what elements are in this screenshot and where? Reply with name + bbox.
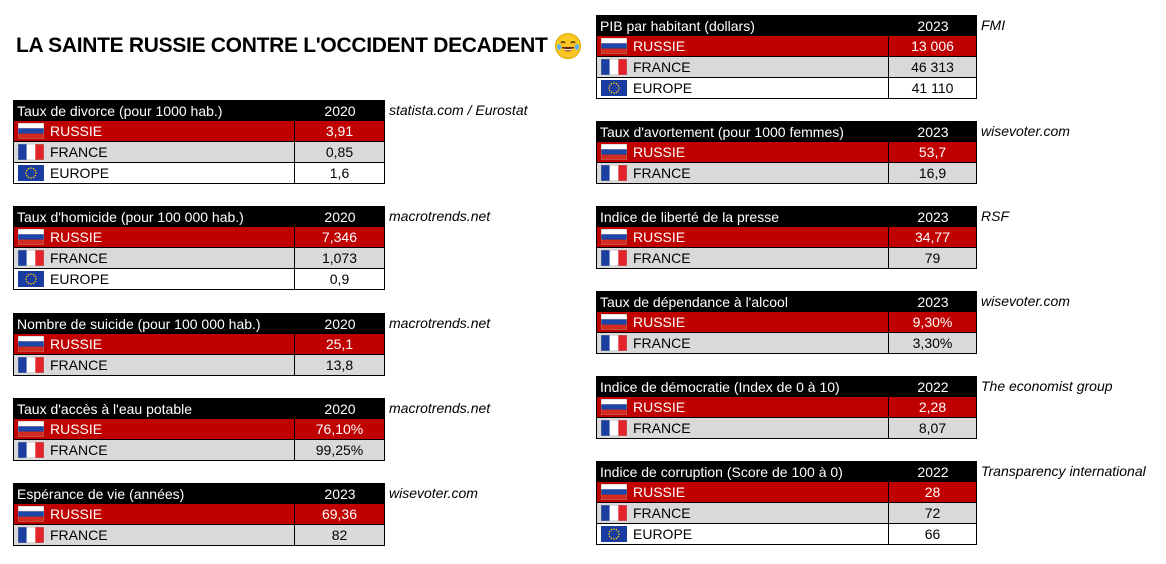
table-label: Taux d'homicide (pour 100 000 hab.) <box>17 208 244 225</box>
table-row <box>13 163 385 184</box>
table-row <box>596 163 977 184</box>
table-label: Indice de liberté de la presse <box>600 208 779 225</box>
table-row <box>13 504 385 525</box>
stat-table <box>596 461 977 545</box>
country-cell <box>13 142 295 163</box>
country-cell <box>13 227 295 248</box>
table-year: 2020 <box>324 400 356 417</box>
country-cell <box>596 163 889 184</box>
country-cell <box>13 525 295 546</box>
country-name: FRANCE <box>633 59 691 75</box>
country-name: RUSSIE <box>633 144 686 160</box>
country-name: RUSSIE <box>50 421 103 437</box>
country-cell <box>13 269 295 290</box>
country-cell <box>596 142 889 163</box>
table-row <box>13 121 385 142</box>
country-cell <box>596 248 889 269</box>
table-label: PIB par habitant (dollars) <box>600 17 755 34</box>
table-header <box>596 461 977 482</box>
country-name: EUROPE <box>50 271 110 287</box>
value-cell: 53,7 <box>889 142 977 163</box>
table-row <box>13 227 385 248</box>
page-title <box>16 32 582 60</box>
country-cell <box>596 482 889 503</box>
value-cell: 66 <box>889 524 977 545</box>
country-name: RUSSIE <box>633 38 686 54</box>
russia-flag-icon <box>601 484 627 500</box>
table-label: Taux de dépendance à l'alcool <box>600 293 788 310</box>
eu-flag-icon <box>18 165 44 181</box>
france-flag-icon <box>601 59 627 75</box>
table-header <box>13 483 385 504</box>
country-name: RUSSIE <box>50 229 103 245</box>
value-cell: 0,9 <box>295 269 385 290</box>
table-row <box>596 418 977 439</box>
value-cell: 82 <box>295 525 385 546</box>
table-header <box>13 313 385 334</box>
country-cell <box>596 227 889 248</box>
table-year: 2020 <box>324 102 356 119</box>
table-header <box>13 100 385 121</box>
country-cell <box>13 163 295 184</box>
eu-flag-icon <box>18 271 44 287</box>
country-cell <box>596 57 889 78</box>
country-name: EUROPE <box>633 80 693 96</box>
country-cell <box>596 397 889 418</box>
source-label: macrotrends.net <box>389 315 491 331</box>
france-flag-icon <box>18 442 44 458</box>
country-cell <box>596 36 889 57</box>
value-cell: 3,30% <box>889 333 977 354</box>
value-cell: 69,36 <box>295 504 385 525</box>
country-cell <box>596 312 889 333</box>
country-name: RUSSIE <box>633 314 686 330</box>
table-row <box>13 334 385 355</box>
country-cell <box>596 524 889 545</box>
value-cell: 13 006 <box>889 36 977 57</box>
stat-table <box>13 206 385 290</box>
eu-flag-icon <box>601 526 627 542</box>
country-name: FRANCE <box>50 144 108 160</box>
country-name: FRANCE <box>50 357 108 373</box>
table-header <box>596 291 977 312</box>
country-name: FRANCE <box>633 505 691 521</box>
table-label: Taux d'avortement (pour 1000 femmes) <box>600 123 844 140</box>
country-cell <box>596 78 889 99</box>
source-label: wisevoter.com <box>389 485 478 501</box>
france-flag-icon <box>601 250 627 266</box>
table-row <box>596 78 977 99</box>
country-cell <box>13 419 295 440</box>
table-row <box>596 482 977 503</box>
table-year: 2023 <box>917 17 949 34</box>
france-flag-icon <box>18 144 44 160</box>
table-row <box>596 333 977 354</box>
value-cell: 0,85 <box>295 142 385 163</box>
stat-table <box>13 398 385 461</box>
table-row <box>13 142 385 163</box>
france-flag-icon <box>18 250 44 266</box>
value-cell: 99,25% <box>295 440 385 461</box>
table-year: 2023 <box>917 208 949 225</box>
table-header <box>596 121 977 142</box>
value-cell: 72 <box>889 503 977 524</box>
table-row <box>596 57 977 78</box>
table-row <box>13 248 385 269</box>
stat-table <box>13 483 385 546</box>
country-name: FRANCE <box>50 527 108 543</box>
country-name: FRANCE <box>50 250 108 266</box>
country-cell <box>13 334 295 355</box>
table-row <box>596 312 977 333</box>
table-label: Taux d'accès à l'eau potable <box>17 400 193 417</box>
country-cell <box>596 503 889 524</box>
laughing-emoji-icon <box>554 32 582 60</box>
source-label: macrotrends.net <box>389 400 491 416</box>
russia-flag-icon <box>18 123 44 139</box>
value-cell: 25,1 <box>295 334 385 355</box>
value-cell: 28 <box>889 482 977 503</box>
value-cell: 1,6 <box>295 163 385 184</box>
table-row <box>13 355 385 376</box>
table-label: Espérance de vie (années) <box>17 485 185 502</box>
stat-table <box>596 376 977 439</box>
table-label: Taux de divorce (pour 1000 hab.) <box>17 102 223 119</box>
country-name: RUSSIE <box>50 336 103 352</box>
table-header <box>596 376 977 397</box>
source-label: Transparency international <box>981 463 1146 479</box>
table-label: Nombre de suicide (pour 100 000 hab.) <box>17 315 261 332</box>
value-cell: 46 313 <box>889 57 977 78</box>
country-cell <box>596 418 889 439</box>
country-cell <box>13 504 295 525</box>
table-year: 2023 <box>917 123 949 140</box>
eu-flag-icon <box>601 80 627 96</box>
table-header <box>596 15 977 36</box>
russia-flag-icon <box>601 144 627 160</box>
source-label: macrotrends.net <box>389 208 491 224</box>
country-cell <box>596 333 889 354</box>
table-year: 2020 <box>324 208 356 225</box>
table-year: 2020 <box>324 315 356 332</box>
russia-flag-icon <box>18 229 44 245</box>
value-cell: 9,30% <box>889 312 977 333</box>
france-flag-icon <box>601 165 627 181</box>
table-header <box>13 206 385 227</box>
value-cell: 8,07 <box>889 418 977 439</box>
table-row <box>13 269 385 290</box>
russia-flag-icon <box>601 314 627 330</box>
russia-flag-icon <box>601 399 627 415</box>
stat-table <box>596 15 977 99</box>
country-name: FRANCE <box>50 442 108 458</box>
value-cell: 2,28 <box>889 397 977 418</box>
stat-table <box>596 121 977 184</box>
table-row <box>13 419 385 440</box>
country-name: EUROPE <box>50 165 110 181</box>
table-label: Indice de corruption (Score de 100 à 0) <box>600 463 843 480</box>
stat-table <box>596 206 977 269</box>
table-row <box>13 440 385 461</box>
country-name: FRANCE <box>633 165 691 181</box>
table-row <box>596 36 977 57</box>
table-header <box>596 206 977 227</box>
value-cell: 34,77 <box>889 227 977 248</box>
country-cell <box>13 121 295 142</box>
source-label: statista.com / Eurostat <box>389 102 528 118</box>
value-cell: 3,91 <box>295 121 385 142</box>
source-label: wisevoter.com <box>981 293 1070 309</box>
value-cell: 7,346 <box>295 227 385 248</box>
country-name: FRANCE <box>633 420 691 436</box>
table-year: 2023 <box>324 485 356 502</box>
value-cell: 16,9 <box>889 163 977 184</box>
stat-table <box>596 291 977 354</box>
table-year: 2023 <box>917 293 949 310</box>
country-cell <box>13 440 295 461</box>
russia-flag-icon <box>18 421 44 437</box>
france-flag-icon <box>601 505 627 521</box>
russia-flag-icon <box>18 506 44 522</box>
table-row <box>596 142 977 163</box>
france-flag-icon <box>601 420 627 436</box>
country-name: RUSSIE <box>50 123 103 139</box>
value-cell: 79 <box>889 248 977 269</box>
france-flag-icon <box>601 335 627 351</box>
title-text: LA SAINTE RUSSIE CONTRE L'OCCIDENT DECADENT <box>16 34 548 57</box>
country-name: RUSSIE <box>50 506 103 522</box>
france-flag-icon <box>18 357 44 373</box>
france-flag-icon <box>18 527 44 543</box>
table-row <box>596 248 977 269</box>
value-cell: 13,8 <box>295 355 385 376</box>
table-row <box>596 397 977 418</box>
source-label: wisevoter.com <box>981 123 1070 139</box>
value-cell: 41 110 <box>889 78 977 99</box>
table-year: 2022 <box>917 463 949 480</box>
country-name: FRANCE <box>633 250 691 266</box>
russia-flag-icon <box>18 336 44 352</box>
table-row <box>13 525 385 546</box>
table-row <box>596 503 977 524</box>
stat-table <box>13 313 385 376</box>
country-cell <box>13 248 295 269</box>
russia-flag-icon <box>601 229 627 245</box>
stat-table <box>13 100 385 184</box>
country-name: RUSSIE <box>633 484 686 500</box>
source-label: FMI <box>981 17 1006 33</box>
source-label: RSF <box>981 208 1009 224</box>
country-name: RUSSIE <box>633 229 686 245</box>
value-cell: 1,073 <box>295 248 385 269</box>
table-header <box>13 398 385 419</box>
value-cell: 76,10% <box>295 419 385 440</box>
table-row <box>596 524 977 545</box>
russia-flag-icon <box>601 38 627 54</box>
country-name: EUROPE <box>633 526 693 542</box>
source-label: The economist group <box>981 378 1113 394</box>
table-row <box>596 227 977 248</box>
table-label: Indice de démocratie (Index de 0 à 10) <box>600 378 840 395</box>
country-cell <box>13 355 295 376</box>
country-name: FRANCE <box>633 335 691 351</box>
country-name: RUSSIE <box>633 399 686 415</box>
table-year: 2022 <box>917 378 949 395</box>
